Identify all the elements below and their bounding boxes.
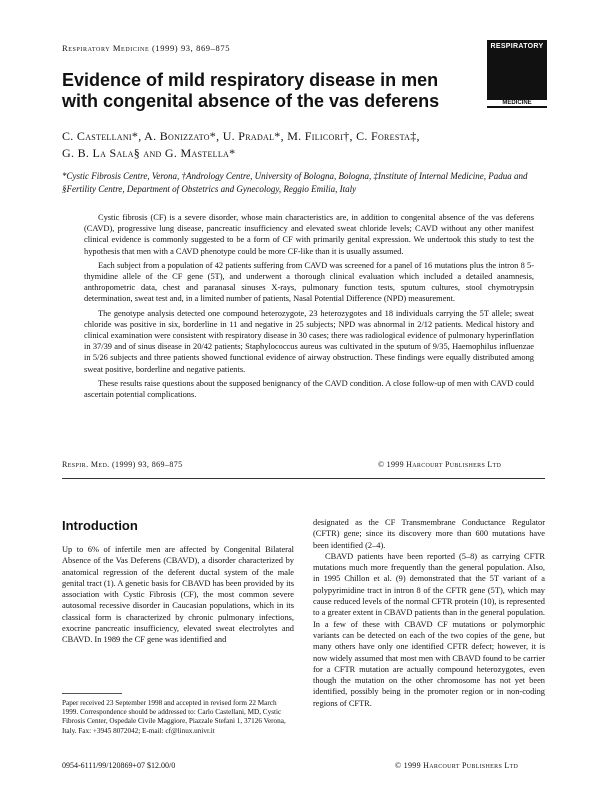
section-divider xyxy=(62,478,545,479)
abstract-paragraph: Each subject from a population of 42 patients suffering from CAVD was screened for a panel of 16 mutations plus the intron 8 5-thymidine allele of the CF gene (5T), and underwent a thorough clinical evaluation which included a detailed anamnesis, anthropometric data, chest and paranasal sinuses X-rays, pulmonary function tests, sputum cultures, stool chymotrypsin determination, sweat test and, in a limited number of patients, Nasal Potential Difference (NPD) measurement. xyxy=(84,260,534,304)
citation: Respir. Med. (1999) 93, 869–875 xyxy=(62,460,183,469)
abstract xyxy=(84,212,534,403)
abstract-paragraph: Cystic fibrosis (CF) is a severe disorder, whose main characteristics are, in addition to congenital absence of the vas deferens (CAVD), progressive lung disease, pancreatic insufficiency and elevated sweat chloride levels; CAVD without any other manifest clinical evidence is commonly suggested to be a form of CF with primarily genital expression. We undertook this study to test the hypothesis that men with a CAVD phenotype could be more CF-like than it is usually assumed. xyxy=(84,213,534,256)
footnote-divider xyxy=(62,693,122,694)
body-paragraph: CBAVD patients have been reported (5–8) as carrying CFTR mutations much more frequently than the general population. Also, in 1995 Chillon et al. (9) demonstrated that the 5T variant of a polypyrimidine tract in intron 8 of the CFTR gene (5T), which may cause reduced levels of the normal CFTR protein (10), is represented to a greater extent in CBAVD patients than in the general population. In a few of these with CBAVD CF mutations or polymorphic variants can be detected on each of the two copies of the gene, but many others have only one identified CFTR defect; however, it is now widely assumed that most men with CBAVD found to be carrier for a CFTR mutation are actually compound heterozygotes, even though the mutation on the other chromosome has not yet been identified, possibly being in the promoter region or in non-coding regions of CFTR. xyxy=(313,551,545,708)
logo-top-text: RESPIRATORY xyxy=(490,43,544,50)
journal-logo xyxy=(487,40,547,108)
author-line: C. Castellani*, A. Bonizzato*, U. Pradal*, M. Filicori†, C. Foresta‡, xyxy=(62,129,420,143)
body-paragraph: designated as the CF Transmembrane Conductance Regulator (CFTR) gene; since its discovery more than 600 mutations have been identified (2–4). xyxy=(313,518,545,550)
logo-bottom-text: MEDICINE xyxy=(487,100,547,106)
abstract-paragraph: The genotype analysis detected one compound heterozygote, 23 heterozygotes and 18 individuals carrying the 5T allele; sweat chloride was positive in six, borderline in 11 and negative in 25 subjects; NPD was abnormal in 2/12 patients. Medical history and clinical examination were consistent with respiratory disease in 30 cases; there was radiological evidence of pulmonary hyperinflation in 37/39 and of sinus disease in 20/42 patients; Staphylococcus aureus was cultivated in the sputum of 9/35, Haemophilus influenzae in 5/26 subjects and three patients showed functional evidence of airway obstruction. These findings were equally distributed among sweat positive, borderline and negative patients. xyxy=(84,308,534,374)
author-line: G. B. La Sala§ and G. Mastella* xyxy=(62,146,236,160)
section-heading-introduction: Introduction xyxy=(62,518,138,533)
column-left xyxy=(62,544,294,646)
footnote: Paper received 23 September 1998 and accepted in revised form 22 March 1999. Correspondence should be addressed to: Carlo Castellani, MD, Cystic Fibrosis Center, Ospedale Civile Maggiore, Piazzale Stefani 1, 37126 Verona, Italy. Fax: +3945 8072042; E-mail: cf@linux.univr.it xyxy=(62,699,286,735)
issn-line: 0954-6111/99/120869+07 $12.00/0 xyxy=(62,761,176,770)
running-head: Respiratory Medicine (1999) 93, 869–875 xyxy=(62,43,231,53)
column-right xyxy=(313,517,545,709)
body-paragraph: Up to 6% of infertile men are affected by Congenital Bilateral Absence of the Vas Deferens (CBAVD), a disorder characterized by anatomical regression of the deferent ductal system of the male genital tract (1). A genetic basis for CBAVD has been provided by its association with Cystic Fibrosis (CF), the most common severe autosomal recessive disorder in Caucasian populations, which in its classical form is characterized by chronic pulmonary infections, exocrine pancreatic insufficiency, elevated sweat electrolytes and CBAVD. In 1989 the CF gene was identified and xyxy=(62,545,294,645)
affiliations: *Cystic Fibrosis Centre, Verona, †Andrology Centre, University of Bologna, Bologna, ‡Institute of Internal Medicine, Padua and §Fertility Centre, Department of Obstetrics and Gynecology, Reggio Emilia, Italy xyxy=(62,171,528,194)
copyright-footer: © 1999 Harcourt Publishers Ltd xyxy=(395,761,519,770)
copyright-notice: © 1999 Harcourt Publishers Ltd xyxy=(378,460,502,469)
abstract-paragraph: These results raise questions about the supposed benignancy of the CAVD condition. A close follow-up of men with CAVD could ascertain potential complications. xyxy=(84,378,534,400)
author-list xyxy=(62,128,532,162)
article-title: Evidence of mild respiratory disease in men with congenital absence of the vas deferens xyxy=(62,70,440,111)
